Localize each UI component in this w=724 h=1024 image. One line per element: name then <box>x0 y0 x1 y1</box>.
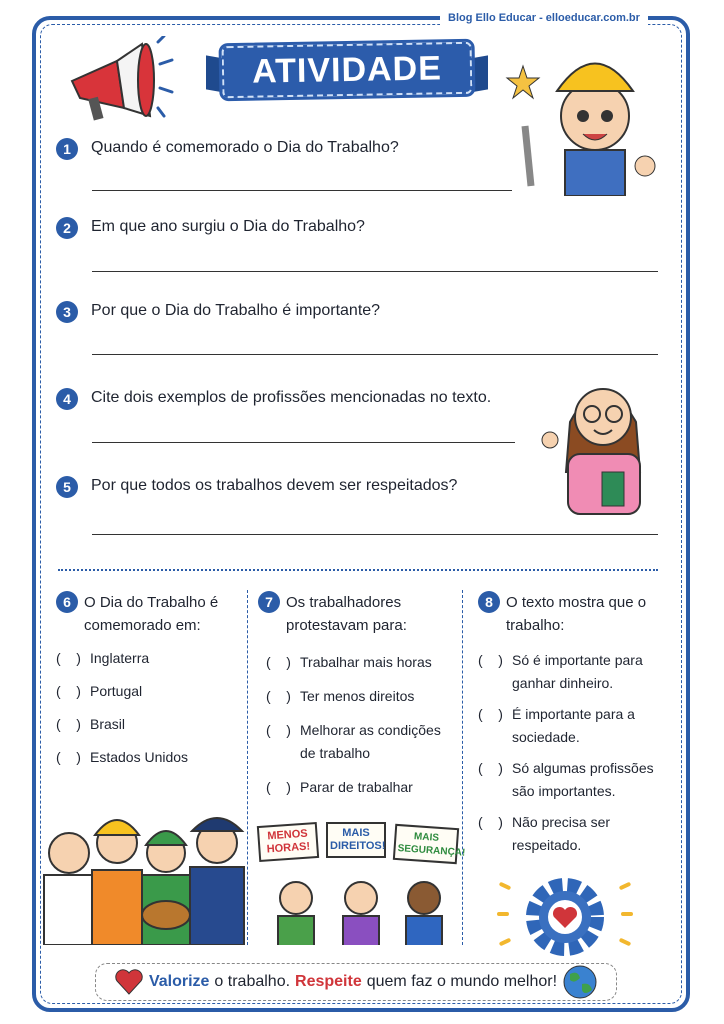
option[interactable] <box>478 703 663 749</box>
option[interactable] <box>56 680 244 703</box>
gear-heart-icon <box>495 872 635 962</box>
question-8 <box>478 591 663 857</box>
checkbox[interactable]: ( ) <box>56 650 81 666</box>
option-label: Só é importante para ganhar dinheiro. <box>512 652 643 691</box>
question-number-badge: 7 <box>258 591 280 613</box>
question-number-badge: 1 <box>56 138 78 160</box>
option-label: Só algumas profissões são importantes. <box>512 760 654 799</box>
option[interactable] <box>266 776 458 799</box>
footer-banner <box>95 963 617 1001</box>
checkbox[interactable]: ( ) <box>56 716 81 732</box>
column-divider <box>247 590 248 945</box>
checkbox[interactable]: ( ) <box>266 654 291 670</box>
option[interactable] <box>266 685 458 708</box>
footer-text: quem faz o mundo melhor! <box>366 973 558 990</box>
checkbox[interactable]: ( ) <box>478 814 503 830</box>
question-number-badge: 4 <box>56 388 78 410</box>
question-text: Por que o Dia do Trabalho é importante? <box>91 302 381 319</box>
option[interactable] <box>478 811 663 857</box>
protest-sign: MAIS SEGURANÇA! <box>393 824 459 864</box>
question-text: O Dia do Trabalho é comemorado em: <box>84 594 219 634</box>
teacher-illustration <box>540 362 665 517</box>
question-6 <box>56 591 244 769</box>
site-label: Blog Ello Educar - elloeducar.com.br <box>440 10 648 26</box>
professionals-illustration <box>42 805 246 945</box>
option-label: Ter menos direitos <box>300 688 415 704</box>
question-number-badge: 2 <box>56 217 78 239</box>
option[interactable] <box>56 713 244 736</box>
globe-icon <box>562 964 598 1000</box>
answer-line[interactable] <box>92 534 658 535</box>
question-text: Quando é comemorado o Dia do Trabalho? <box>91 139 399 156</box>
question-text: O texto mostra que o trabalho: <box>506 594 647 634</box>
checkbox[interactable]: ( ) <box>56 683 81 699</box>
question-7 <box>258 591 458 799</box>
protest-sign: MENOS HORAS! <box>257 822 319 862</box>
question-text: Os trabalhadores protestavam para: <box>286 594 407 634</box>
kids-icon <box>256 868 461 945</box>
option-label: É importante para a sociedade. <box>512 706 635 745</box>
question-number-badge: 8 <box>478 591 500 613</box>
option[interactable] <box>478 757 663 803</box>
page-title: ATIVIDADE <box>222 42 473 98</box>
checkbox[interactable]: ( ) <box>478 760 503 776</box>
question-number-badge: 5 <box>56 476 78 498</box>
checkbox[interactable]: ( ) <box>266 722 291 738</box>
protest-illustration <box>256 820 466 945</box>
column-divider <box>462 590 463 945</box>
option[interactable] <box>56 647 244 670</box>
option-label: Brasil <box>90 716 126 732</box>
option-label: Trabalhar mais horas <box>300 654 432 670</box>
option-label: Portugal <box>90 683 143 699</box>
worker-illustration <box>505 36 665 196</box>
answer-line[interactable] <box>92 442 515 443</box>
section-divider <box>58 569 658 571</box>
question-number-badge: 6 <box>56 591 78 613</box>
megaphone-icon <box>62 36 182 126</box>
question-text: Cite dois exemplos de profissões mencionadas no texto. <box>91 389 492 406</box>
option-label: Inglaterra <box>90 650 150 666</box>
heart-icon <box>114 969 144 995</box>
footer-word-respeite: Respeite <box>295 973 362 990</box>
answer-line[interactable] <box>92 271 658 272</box>
checkbox[interactable]: ( ) <box>56 749 81 765</box>
checkbox[interactable]: ( ) <box>478 652 503 668</box>
question-text: Em que ano surgiu o Dia do Trabalho? <box>91 218 365 235</box>
option[interactable] <box>478 649 663 695</box>
option[interactable] <box>266 651 458 674</box>
protest-sign: MAIS DIREITOS! <box>326 822 386 858</box>
option-label: Melhorar as condições de trabalho <box>300 722 441 761</box>
answer-line[interactable] <box>92 354 658 355</box>
option-label: Não precisa ser respeitado. <box>512 814 611 853</box>
question-text: Por que todos os trabalhos devem ser respeitados? <box>91 477 458 494</box>
option[interactable] <box>56 746 244 769</box>
checkbox[interactable]: ( ) <box>266 688 291 704</box>
checkbox[interactable]: ( ) <box>478 706 503 722</box>
question-number-badge: 3 <box>56 301 78 323</box>
footer-word-valorize: Valorize <box>148 973 210 990</box>
checkbox[interactable]: ( ) <box>266 779 291 795</box>
option-label: Parar de trabalhar <box>300 779 413 795</box>
option[interactable] <box>266 719 458 765</box>
option-label: Estados Unidos <box>90 749 189 765</box>
answer-line[interactable] <box>92 190 512 191</box>
footer-text: o trabalho. <box>214 973 291 990</box>
